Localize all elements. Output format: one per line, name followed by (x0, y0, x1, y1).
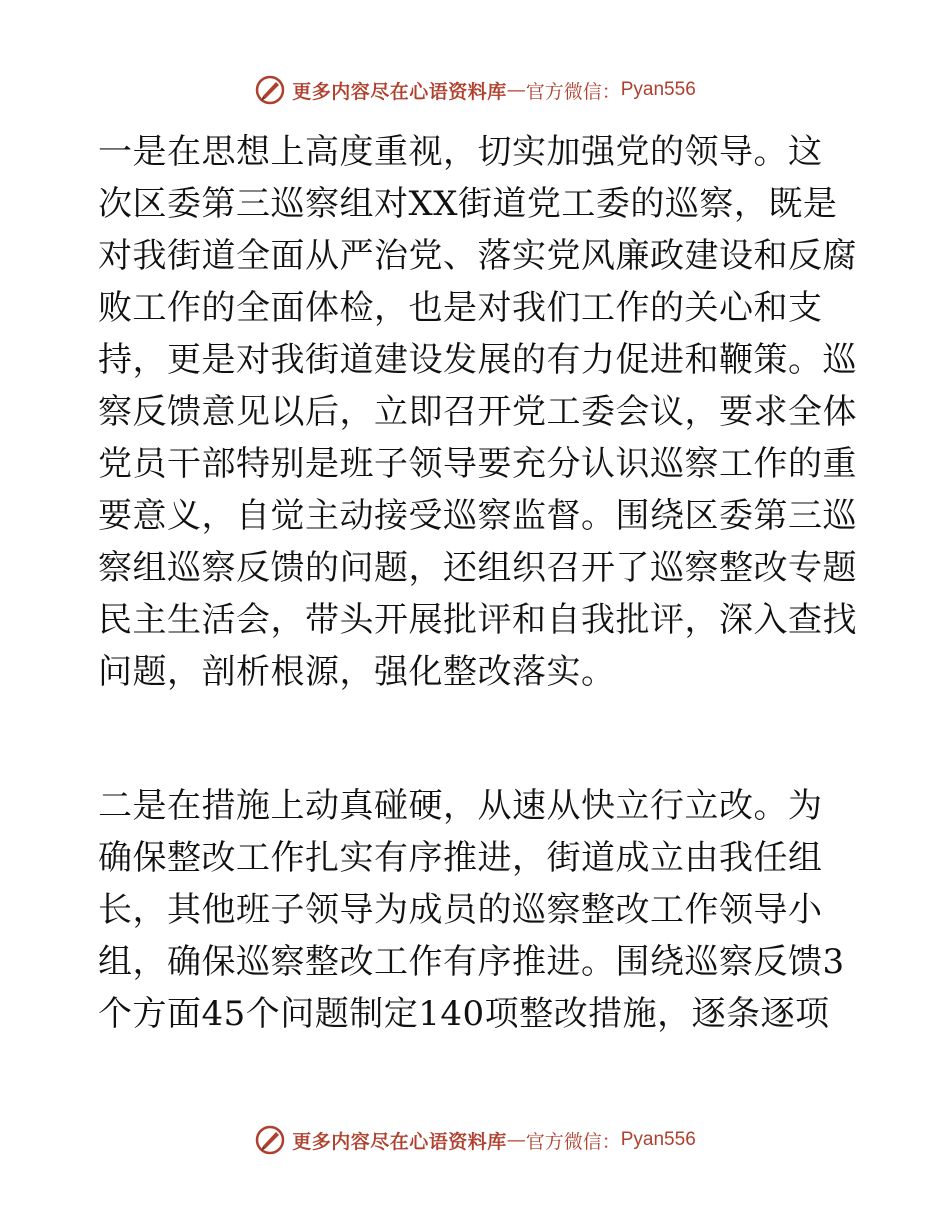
text-line: 要意义，自觉主动接受巡察监督。围绕区委第三巡 (98, 496, 857, 536)
text-line: 长，其他班子领导为成员的巡察整改工作领导小 (98, 890, 823, 930)
header-banner (0, 72, 950, 108)
text-line: 一是在思想上高度重视，切实加强党的领导。这 (98, 132, 823, 172)
quill-logo-icon (254, 74, 286, 106)
text-line: 二是在措施上动真碰硬，从速从快立行立改。为 (98, 786, 823, 826)
text-line: 民主生活会，带头开展批评和自我批评，深入查找 (98, 600, 857, 640)
text-line: 组，确保巡察整改工作有序推进。围绕巡察反馈3 (98, 942, 845, 982)
text-line: 确保整改工作扎实有序推进，街道成立由我任组 (98, 838, 823, 878)
paragraph-1 (98, 126, 858, 698)
text-line: 党员干部特别是班子领导要充分认识巡察工作的重 (98, 444, 857, 484)
banner-dash: — (506, 79, 526, 101)
footer-banner (0, 1122, 950, 1158)
text-line: 对我街道全面从严治党、落实党风廉政建设和反腐 (98, 236, 857, 276)
text-line: 问题，剖析根源，强化整改落实。 (98, 652, 616, 692)
paragraph-2 (98, 780, 858, 1040)
banner-wechat-label: 官方微信： (525, 80, 621, 103)
banner-wechat-label: 官方微信： (525, 1130, 621, 1153)
quill-logo-icon (254, 1124, 286, 1156)
banner-dash: — (506, 1129, 526, 1151)
banner-text: 更多内容尽在心语资料库 (292, 1130, 507, 1153)
text-line: 察反馈意见以后，立即召开党工委会议，要求全体 (98, 392, 857, 432)
banner-text: 更多内容尽在心语资料库 (292, 80, 507, 103)
banner-wechat-id: Pyan556 (620, 1129, 696, 1150)
text-line: 败工作的全面体检，也是对我们工作的关心和支 (98, 288, 823, 328)
text-line: 察组巡察反馈的问题，还组织召开了巡察整改专题 (98, 548, 857, 588)
text-line: 个方面45个问题制定140项整改措施，逐条逐项 (98, 994, 830, 1034)
text-line: 次区委第三巡察组对XX街道党工委的巡察，既是 (98, 184, 838, 224)
banner-wechat-id: Pyan556 (620, 79, 696, 100)
text-line: 持，更是对我街道建设发展的有力促进和鞭策。巡 (98, 340, 857, 380)
